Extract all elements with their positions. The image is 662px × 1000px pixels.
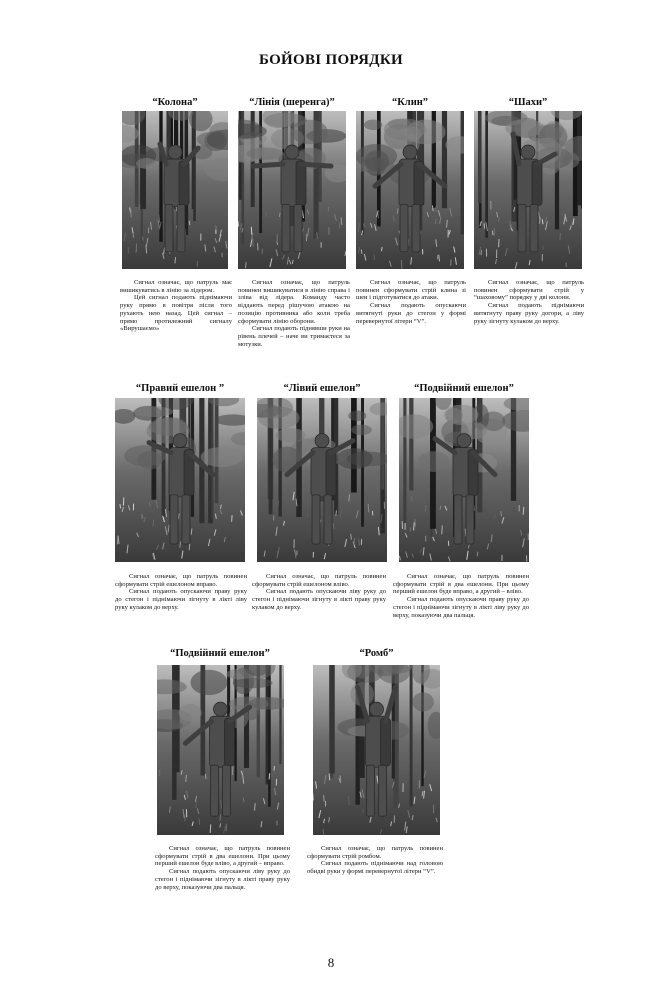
paragraph: Сигнал означає, що патруль повинен вишикуватися в лінію справа і зліва від лідера. Команду часто віддають перед рішучою атакою на позицію противника або коли треба сформувати лінію оборони. bbox=[238, 279, 350, 325]
photo-wedge-signal bbox=[356, 111, 464, 269]
photo-checkers-signal bbox=[474, 111, 582, 269]
paragraph: Сигнал подають піднявши руки на рівень плечей – наче ви тримаєтеся за мотузки. bbox=[238, 325, 350, 348]
page-title: БОЙОВІ ПОРЯДКИ bbox=[258, 52, 404, 68]
paragraph: Сигнал означає, що патруль повинен сформувати стрій у “шаховому” порядку у дві колони. bbox=[474, 279, 584, 302]
formation-caption-line: “Лінія (шеренга)” bbox=[249, 97, 335, 108]
page-number: 8 bbox=[327, 955, 335, 970]
paragraph: Сигнал означає, що патруль повинен сформувати стрій в два ешелони. При цьому перший ешелон буде вліво, а другий – вправо. bbox=[155, 845, 290, 868]
formation-description-double-echelon-left bbox=[155, 845, 290, 891]
formation-description-diamond bbox=[307, 845, 443, 876]
formation-caption-diamond: “Ромб” bbox=[359, 648, 394, 659]
formation-description-column bbox=[120, 279, 232, 333]
formation-caption-double-echelon-right: “Подвійний ешелон” bbox=[414, 383, 514, 394]
paragraph: Сигнал подають опускаючи праву руку до стегон і піднімаючи зігнуту в лікті ліву руку до верху, показуючи два пальця. bbox=[393, 596, 529, 619]
paragraph: Сигнал означає, що патруль повинен сформувати стрій клина зі шеи і підготуватися до атаки. bbox=[356, 279, 466, 302]
formation-description-wedge bbox=[356, 279, 466, 325]
paragraph: Сигнал означає, що патруль повинен сформувати стрій ромбом. bbox=[307, 845, 443, 860]
formation-description-checkers bbox=[474, 279, 584, 325]
paragraph: Сигнал означає, що патруль повинен сформувати стрій ешелоном вліво. bbox=[252, 573, 386, 588]
formation-caption-wedge: “Клин” bbox=[391, 97, 429, 108]
paragraph: Сигнал подають опускаючи ліву руку до стегон і піднімаючи зігнуту в лікті праву руку кулаком до верху. bbox=[252, 588, 386, 611]
paragraph: Сигнал означає, що патруль повинен сформувати стрій в два ешелони. При цьому перший ешелон буде вправо, а другий – вліво. bbox=[393, 573, 529, 596]
paragraph: Сигнал подають опускаючи праву руку до стегон і піднімаючи зігнуту в лікті ліву руку кулаком до верху. bbox=[115, 588, 247, 611]
formation-caption-left-echelon: “Лівий ешелон” bbox=[283, 383, 361, 394]
formation-description-left-echelon bbox=[252, 573, 386, 612]
photo-double-echelon-left-signal bbox=[157, 665, 284, 835]
formation-caption-double-echelon-left: “Подвійний ешелон” bbox=[170, 648, 270, 659]
formation-description-line bbox=[238, 279, 350, 348]
paragraph: Сигнал подають опускаючи ліву руку до стегон і піднімаючи зігнуту в лікті праву руку до верху, показуючи два пальця. bbox=[155, 868, 290, 891]
formation-description-right-echelon bbox=[115, 573, 247, 612]
photo-line-signal bbox=[238, 111, 346, 269]
photo-left-echelon-signal bbox=[257, 398, 387, 562]
paragraph: Сигнал подають піднімаючи над головою обидві руки у формі перевернутої літери “V”. bbox=[307, 860, 443, 876]
formation-description-double-echelon-right bbox=[393, 573, 529, 619]
paragraph: Сигнал подають піднімаючи витягнуту праву руку догори, а ліву руку зігнуту кулаком до верху. bbox=[474, 302, 584, 325]
paragraph: Цей сигнал подають піднімаючи руку прямо в повітря після того рухають нею назад. Цей сигнал – прямо протилежний сигналу «Вирушаємо» bbox=[120, 294, 232, 333]
photo-double-echelon-right-signal bbox=[399, 398, 529, 562]
formation-caption-right-echelon: “Правий ешелон ” bbox=[135, 383, 225, 394]
photo-column-signal bbox=[122, 111, 228, 269]
photo-right-echelon-signal bbox=[115, 398, 245, 562]
paragraph: Сигнал подають опускаючи витягнуті руки до стегон у формі перевернутої літери “V”. bbox=[356, 302, 466, 325]
paragraph: Сигнал означає, що патруль має вишикуватись в лінію за лідером. bbox=[120, 279, 232, 294]
photo-diamond-signal bbox=[313, 665, 440, 835]
formation-caption-checkers: “Шахи” bbox=[508, 97, 548, 108]
paragraph: Сигнал означає, що патруль повинен сформувати стрій ешелоном вправо. bbox=[115, 573, 247, 588]
formation-caption-column: “Колона” bbox=[152, 97, 198, 108]
